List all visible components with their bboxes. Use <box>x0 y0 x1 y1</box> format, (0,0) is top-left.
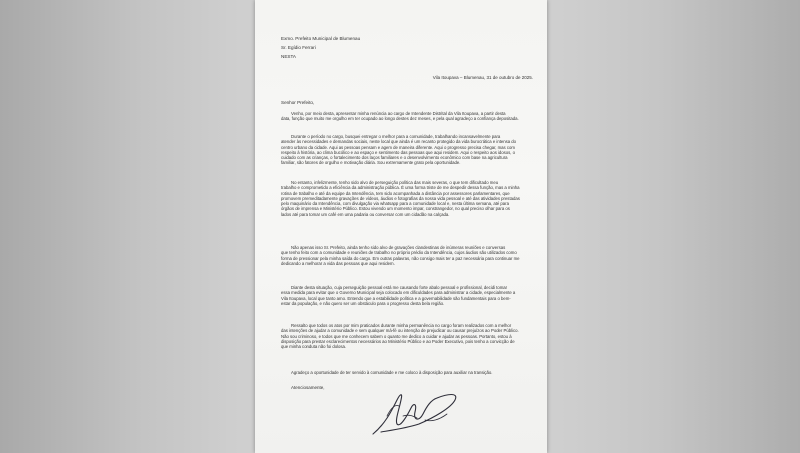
paragraph-line: das intenções de ajudar a comunidade e sem qualquer má-fé ou intenção de prejudicar ou causar prejuízos ao Poder Público. <box>281 328 519 334</box>
paragraph-line: Vila Itoupava, local que tanto amo. Entendo que a estabilidade política e a governabilidade são fundamentais para o bem- <box>281 295 511 301</box>
paragraph-line: que minha conduta não foi dolosa. <box>281 344 347 349</box>
letter-page <box>255 0 547 453</box>
paragraph-line: pelo maquinário da Intendência, com divulgação via whatsapp para a comunidade local e, nesta última semana, até para <box>281 201 509 206</box>
paragraph-line: estar da população, e não quero ser um obstáculo para o progresso desta bela região. <box>281 300 445 306</box>
paragraph-line: forma de pressionar pela minha saída do cargo. Em outras palavras, não consigo mais ter a paz necessária para continuar me <box>281 255 520 261</box>
paragraph-line: respeito à história, ao clima bucólico e ao espaço e sentimento das pessoas que aqui residem. Aqui o respeito aos idosos, o <box>281 149 516 155</box>
paragraph-line: centro urbano da cidade. Aqui as pessoas pensam e agem de maneira diferente. Aqui o progresso precisa chegar, mas com <box>281 144 515 150</box>
paragraph-line: atender às necessidades e demandas sociais, neste local que ainda é um recanto protegido da vida burocrática e intensa do <box>281 139 517 145</box>
paragraph-line: data, função que muito me orgulho em ter ocupado ao longo destes dez meses, e pela qual agradeço a confiança depositada. <box>281 116 519 122</box>
paragraph-line: Ressalto que todos os atos por mim praticados durante minha permanência no cargo foram realizados com a melhor <box>291 323 512 328</box>
paragraph-line: disposição para prestar esclarecimentos necessários ao Ministério Público e ao Poder Executivo, pois tenho a convicção de <box>281 338 515 344</box>
paragraph-6 <box>281 323 533 349</box>
paragraph-line: rotina de trabalho e até da equipe da Intendência, tem sido acompanhada a distância por assessores parlamentares, que <box>281 190 510 196</box>
paragraph-line: trabalho e comprometido a eficiência da administração pública. É uma forma triste de me despedir dessa função, mas a minha <box>281 185 520 191</box>
paragraph-line: Venho, por meio desta, apresentar minha renúncia ao cargo de Intendente Distrital da Vila Itoupava, a partir desta <box>291 111 506 116</box>
paragraph-line: promovem premeditadamente gravações de vídeos, áudios e fotografias da nossa vida pessoal e até das atividades prestadas <box>281 195 520 201</box>
paragraph-line: Diante desta situação, cuja perseguição pessoal está me causando forte abalo pessoal e profissional, decidi tomar <box>291 285 508 290</box>
paragraph-line: dedicando a melhorar a vida das pessoas que aqui residem. <box>281 260 395 266</box>
paragraph-3 <box>281 180 533 217</box>
salutation: Senhor Prefeito, <box>281 100 315 105</box>
paragraph-line: Não sou criminoso, e todos que me conhecem sabem o quanto me dedico a cuidar e ajudar as pessoas. Portanto, estou à <box>281 333 512 339</box>
paragraph-4 <box>281 245 533 266</box>
paragraph-7 <box>281 370 533 375</box>
paragraph-line: Agradeço a oportunidade de ter servido à comunidade e me coloco à disposição para auxiliar na transição. <box>291 370 493 375</box>
paragraph-line: Não apenas isso Sr. Prefeito, ainda tenho sido alvo de gravações clandestinas de inúmeras reuniões e conversas <box>291 245 506 250</box>
paragraph-1 <box>281 111 533 122</box>
recipient-line-3: NESTA <box>281 54 296 59</box>
recipient-line-1: Exmo. Prefeito Municipal de Blumenau <box>281 36 361 41</box>
paragraph-line: órgãos de imprensa e Ministério Público. Estou vivendo um momento impar, constrangedor, no qual preciso olhar para os <box>281 206 510 212</box>
paragraph-5 <box>281 285 533 306</box>
paragraph-line: essa medida para evitar que o Governo Municipal seja colocado em dificuldades para administrar a cidade, especialmente a <box>281 290 516 296</box>
paragraph-line: que tenho feito com a comunidade e reuniões de trabalho no próprio prédio da Intendência, cujos áudios são utilizados como <box>281 250 517 256</box>
paragraph-line: Durante o período no cargo, busquei entregar o melhor para a comunidade, trabalhando incansavelmente para <box>291 134 501 139</box>
place-and-date: Vila Itoupava – Blumenau, 31 de outubro de 2025. <box>432 75 533 80</box>
closing: Atenciosamente, <box>291 385 325 390</box>
recipient-line-2: Sr. Egídio Ferrari <box>281 45 316 50</box>
paragraph-line: lados até para tomar um café em uma padaria ou conversar com um cidadão na calçada. <box>281 211 450 217</box>
paragraph-2 <box>281 134 533 166</box>
paragraph-line: No entanto, infelizmente, tenho sido alvo de perseguição política das mais severas, o que tem dificultado meu <box>291 180 499 185</box>
paragraph-line: familiar, são fatores de orgulho e motivação diária. Sou extremamente grato pela oportunidade. <box>281 160 461 166</box>
paragraph-line: cuidado com as crianças, o fortalecimento dos laços familiares e o desenvolvimento econômico com base na agricultura <box>281 155 508 160</box>
handwritten-signature <box>367 386 462 438</box>
